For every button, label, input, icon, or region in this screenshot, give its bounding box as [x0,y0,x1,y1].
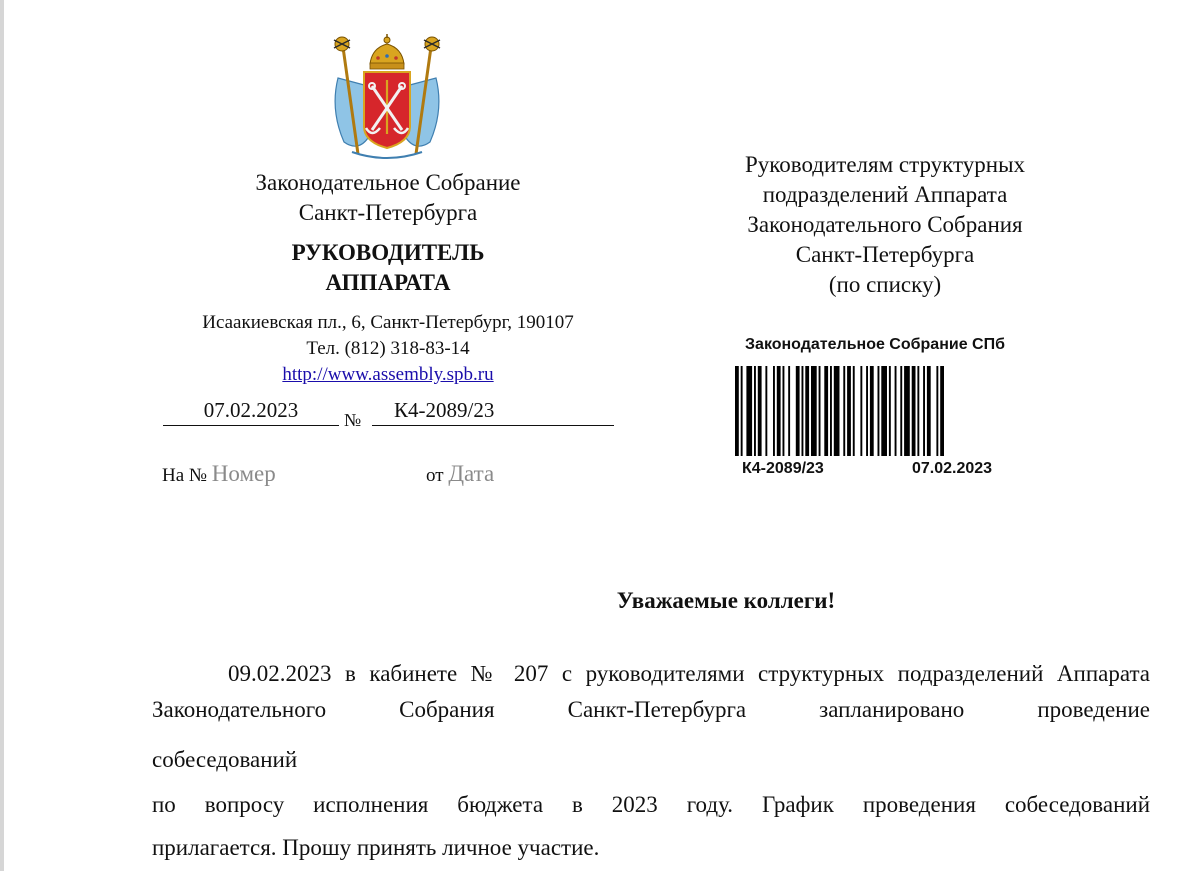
barcode-bar [746,366,752,456]
barcode-bar [819,366,821,456]
title-line-2: АППАРАТА [325,270,451,295]
barcode-bar [843,366,845,456]
reference-date-field [426,461,494,487]
barcode-bar [824,366,828,456]
addressee-line-5: (по списку) [828,272,942,297]
barcode-bar [773,366,775,456]
barcode-bar [900,366,902,456]
barcode-bar [788,366,790,456]
paragraph-1-end: собеседований [152,747,298,772]
barcode-bar [881,366,887,456]
stamp-title: Законодательное Собрание СПб [745,336,1005,353]
barcode-bar [870,366,874,456]
barcode-bar [735,366,739,456]
registration-number-label: № [344,410,362,430]
barcode-bar [834,366,840,456]
barcode-bar [895,366,897,456]
reference-number-label: На № [162,465,208,486]
reference-date-label: от [426,465,444,486]
barcode-bar [936,366,938,456]
title-line-1: РУКОВОДИТЕЛЬ [291,240,485,265]
barcode-bar [853,366,855,456]
paragraph-2-end: прилагается. Прошу принять личное участие. [152,835,600,860]
barcode-bar [847,366,851,456]
barcode-bar [889,366,891,456]
barcode-bar [860,366,862,456]
barcode-bar [796,366,800,456]
registration-date: 07.02.2023 [163,398,339,426]
addressee-line-4: Санкт-Петербурга [795,242,975,267]
stamp-number: К4-2089/23 [742,460,824,477]
website-link[interactable]: http://www.assembly.spb.ru [282,364,494,385]
reference-number-field [162,461,276,487]
addressee-line-2: подразделений Аппарата [762,182,1008,207]
sender-address: Исаакиевская пл., 6, Санкт-Петербург, 190107 [202,312,574,333]
barcode-bar [765,366,767,456]
addressee-block [715,150,1055,300]
addressee-line-3: Законодательного Собрания [747,212,1023,237]
sender-title [180,238,596,298]
barcode-bar [783,366,785,456]
coat-of-arms-logo [328,30,446,160]
barcode-bar [904,366,910,456]
sender-phone: Тел. (812) 318-83-14 [306,338,470,359]
barcode-bar [811,366,817,456]
stamp-date: 07.02.2023 [912,460,993,477]
barcode [735,366,1005,456]
barcode-bar [777,366,781,456]
barcode-bar [878,366,880,456]
barcode-bar [805,366,809,456]
org-line-1: Законодательное Собрание [255,170,521,195]
barcode-bar [758,366,762,456]
barcode-bar [830,366,832,456]
page-edge-shadow [0,0,4,871]
reference-number-placeholder: Номер [211,461,276,486]
barcode-bar [741,366,743,456]
barcode-bar [917,366,919,456]
barcode-bar [923,366,925,456]
registration-number: К4-2089/23 [372,398,614,426]
sender-contacts [160,310,616,388]
sender-organization [180,168,596,228]
barcode-bar [866,366,868,456]
org-line-2: Санкт-Петербурга [298,200,478,225]
salutation: Уважаемые коллеги! [616,588,836,613]
addressee-line-1: Руководителям структурных [744,152,1026,177]
barcode-bar [912,366,916,456]
reference-date-placeholder: Дата [448,461,495,486]
barcode-bar [802,366,804,456]
paragraph-1: 09.02.2023 в кабинете № 207 с руководителями структурных подразделений Аппарата Законодательного Собрания Санкт-Петербурга запланировано проведение [152,661,1150,722]
barcode-bar [940,366,944,456]
barcode-bar [927,366,931,456]
barcode-bar [754,366,756,456]
paragraph-2: по вопросу исполнения бюджета в 2023 году. График проведения собеседований [152,792,1150,817]
